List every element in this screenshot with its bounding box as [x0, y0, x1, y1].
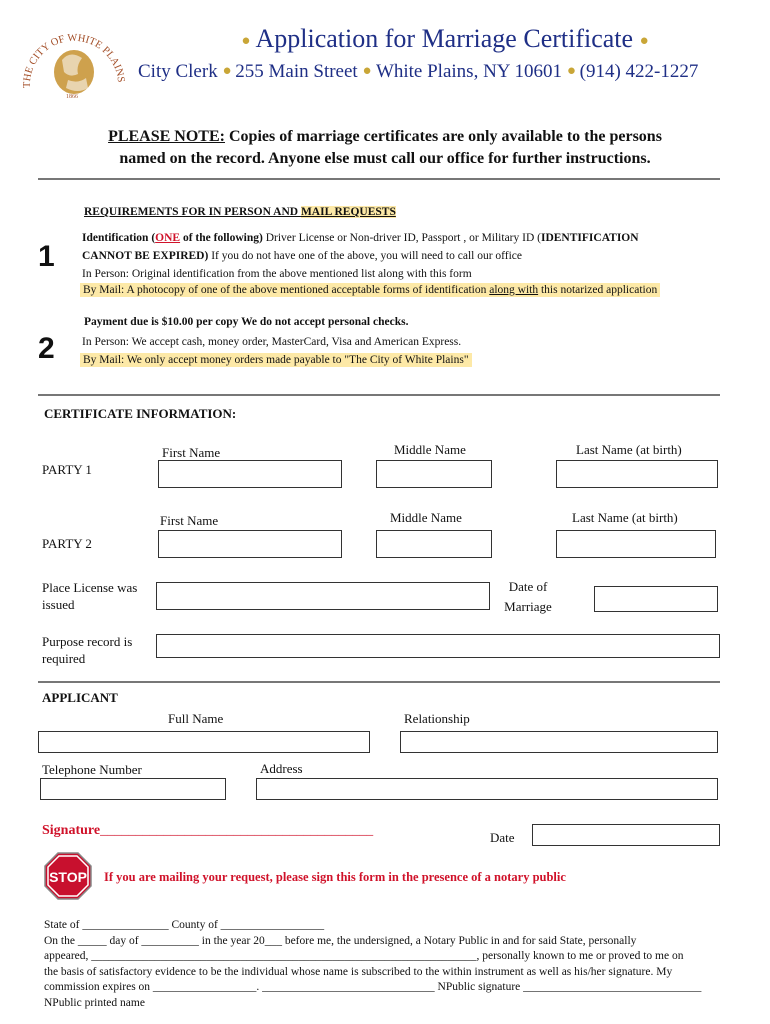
please-note-notice: [40, 126, 730, 170]
id-text-a: Identification (: [82, 232, 156, 244]
applicant-heading: APPLICANT: [42, 690, 118, 705]
bullet-icon: ●: [362, 63, 372, 79]
id-text-c: IDENTIFICATION: [540, 232, 639, 244]
date-of-marriage-label-1: Date of: [508, 579, 548, 594]
svg-text:THE CITY OF WHITE PLAINS: THE CITY OF WHITE PLAINS: [21, 32, 126, 89]
notary-block: [44, 918, 744, 1011]
notary-line: State of _______________ County of __________________: [44, 919, 325, 931]
notary-line: NPublic printed name: [44, 996, 145, 1009]
bullet-icon: ●: [241, 33, 251, 49]
step-2-number: 2: [38, 332, 55, 365]
party1-middle-name-label: Middle Name: [394, 442, 466, 457]
purpose-input[interactable]: [156, 634, 720, 658]
notary-warning: If you are mailing your request, please sign this form in the presence of a notary public: [104, 870, 566, 884]
form-title: [140, 24, 750, 54]
notary-line: the basis of satisfactory evidence to be the individual whose name is subscribed to the within instrument as well as his/her signature. My: [44, 965, 673, 978]
signature-line[interactable]: [42, 823, 373, 839]
address-label: Address: [260, 761, 303, 776]
relationship-label: Relationship: [404, 711, 470, 726]
date-of-marriage-label: [500, 577, 556, 617]
step-1-number: 1: [38, 240, 55, 273]
party1-last-name-label: Last Name (at birth): [576, 442, 682, 457]
notary-line: appeared, ___________________________________________________________________, personally known to me or proved to me on: [44, 950, 684, 962]
signature-underline: _______________________________________: [100, 823, 374, 838]
purpose-label-1: Purpose record is: [42, 634, 133, 649]
party1-middle-name-input[interactable]: [376, 460, 492, 488]
notice-line-2: named on the record. Anyone else must call our office for further instructions.: [119, 150, 651, 167]
form-title-text: Application for Marriage Certificate: [255, 24, 634, 53]
bullet-icon: ●: [639, 33, 649, 49]
notice-lead: PLEASE NOTE:: [108, 128, 225, 145]
step-1-by-mail: [80, 283, 660, 297]
id-text-d: CANNOT BE EXPIRED): [82, 250, 209, 262]
payment-line: Payment due is $10.00 per copy We do not accept personal checks.: [84, 316, 409, 328]
svg-text:1866: 1866: [66, 94, 78, 100]
notary-line: commission expires on __________________. ______________________________ NPublic signature _______________________________: [44, 981, 702, 993]
svg-text:STOP: STOP: [49, 869, 87, 885]
relationship-input[interactable]: [400, 731, 718, 753]
party1-label: PARTY 1: [42, 462, 92, 477]
stop-sign-icon: [44, 852, 92, 900]
identification-line-2: [82, 250, 522, 262]
office-contact-line: [138, 61, 698, 83]
place-license-label-2: issued: [42, 597, 75, 612]
step-2-by-mail: By Mail: We only accept money orders made payable to "The City of White Plains": [80, 353, 472, 367]
section-divider: [38, 681, 720, 683]
office-name: City Clerk: [138, 61, 218, 82]
step-1-in-person: In Person: Original identification from the above mentioned list along with this form: [82, 268, 472, 280]
id-text-e: If you do not have one of the above, you will need to call our office: [208, 250, 523, 262]
requirements-heading-b: MAIL REQUESTS: [300, 206, 396, 218]
requirements-heading: [84, 206, 396, 218]
party2-last-name-input[interactable]: [556, 530, 716, 558]
place-license-input[interactable]: [156, 582, 490, 610]
full-name-input[interactable]: [38, 731, 370, 753]
city-seal-logo: [18, 22, 126, 102]
party2-label: PARTY 2: [42, 536, 92, 551]
requirements-heading-a: REQUIREMENTS FOR IN PERSON AND: [84, 206, 301, 218]
office-city: White Plains, NY 10601: [375, 61, 563, 82]
by-mail-a: By Mail: A photocopy of one of the above mentioned acceptable forms of identification: [83, 284, 490, 296]
office-phone: (914) 422-1227: [579, 61, 699, 82]
section-divider: [38, 178, 720, 180]
party1-first-name-input[interactable]: [158, 460, 342, 488]
by-mail-c: this notarized application: [538, 284, 658, 296]
identification-line: [82, 232, 639, 244]
party1-first-name-label: First Name: [162, 445, 221, 460]
signature-date-input[interactable]: [532, 824, 720, 846]
party2-middle-name-input[interactable]: [376, 530, 492, 558]
id-list: Driver License or Non-driver ID, Passport , or Military ID (: [262, 232, 541, 244]
office-street: 255 Main Street: [235, 61, 358, 82]
certificate-heading: CERTIFICATE INFORMATION:: [44, 406, 237, 421]
purpose-label-2: required: [42, 651, 86, 666]
party2-first-name-input[interactable]: [158, 530, 342, 558]
party2-middle-name-label: Middle Name: [390, 510, 462, 525]
notary-line: On the _____ day of __________ in the year 20___ before me, the undersigned, a Notary Public in and for said State, personally: [44, 934, 637, 947]
party2-last-name-label: Last Name (at birth): [572, 510, 678, 525]
telephone-label: Telephone Number: [42, 762, 142, 777]
place-license-label-1: Place License was: [42, 580, 138, 595]
telephone-input[interactable]: [40, 778, 226, 800]
purpose-label: [42, 633, 132, 667]
notice-line-1: Copies of marriage certificates are only available to the persons: [224, 128, 662, 145]
id-text-b: of the following): [180, 232, 263, 244]
signature-date-label: Date: [490, 830, 515, 845]
date-of-marriage-input[interactable]: [594, 586, 718, 612]
date-of-marriage-label-2: Marriage: [504, 599, 552, 614]
address-input[interactable]: [256, 778, 718, 800]
bullet-icon: ●: [222, 63, 236, 79]
section-divider: [38, 394, 720, 396]
id-one-emphasis: ONE: [155, 232, 181, 244]
full-name-label: Full Name: [168, 711, 224, 726]
signature-label: Signature: [42, 823, 101, 838]
party2-first-name-label: First Name: [160, 513, 219, 528]
place-license-label: [42, 579, 137, 613]
step-2-in-person: In Person: We accept cash, money order, MasterCard, Visa and American Express.: [82, 336, 462, 348]
bullet-icon: ●: [566, 63, 580, 79]
party1-last-name-input[interactable]: [556, 460, 718, 488]
by-mail-b: along with: [489, 284, 539, 296]
